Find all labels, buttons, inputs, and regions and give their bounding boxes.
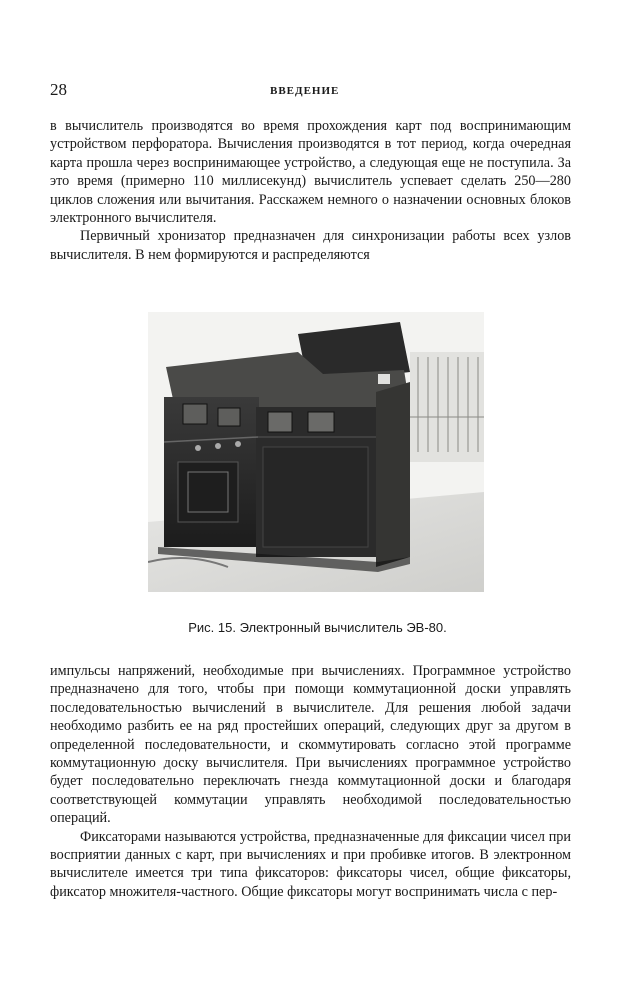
running-head: ВВЕДЕНИЕ: [270, 85, 340, 97]
paragraph: Фиксаторами называются устройства, предназначенные для фиксации чисел при восприятии данных с карт, при вычислениях и при пробивке итогов. В электронном вычислителе имеется три типа фиксаторов: фиксаторы чисел, общие фиксаторы, фиксатор множителя-частного. Общие фиксаторы могут воспринимать числа с пер-: [50, 828, 571, 900]
figure-caption: Рис. 15. Электронный вычислитель ЭВ-80.: [188, 620, 447, 635]
paragraph: Первичный хронизатор предназначен для синхронизации работы всех узлов вычислителя. В нем формируются и распределяются: [50, 228, 571, 263]
computer-photo-illustration: [148, 312, 484, 592]
page-number: 28: [50, 80, 67, 99]
paragraph: в вычислитель производятся во время прохождения карт под воспринимающим устройством перфоратора. Вычисления производятся в тот период, когда очередная карта прошла через воспринимающее устройство, а следующая еще не поступила. За это время (примерно 110 миллисекунд) вычислитель успевает сделать 250—280 циклов сложения или вычитания. Расскажем немного о назначении основных блоков электронного вычислителя.: [50, 118, 571, 227]
paragraph: импульсы напряжений, необходимые при вычислениях. Программное устройство предназначено для того, чтобы при помощи коммутационной доски управлять последовательностью вычислений в вычислителе. Для решения любой задачи необходимо разбить ее на ряд простейших операций, следующих друг за другом в определенной последовательности, и скоммутировать согласно этой программе коммутационную доску вычислителя. При вычислениях программное устройство будет последовательно переключать гнезда коммутационной доски и благодаря соответствующей коммутации управлять необходимой последовательностью операций.: [50, 663, 571, 827]
figure-photo: [148, 312, 484, 592]
body-text-top: [50, 117, 571, 264]
body-text-bottom: [50, 662, 571, 901]
